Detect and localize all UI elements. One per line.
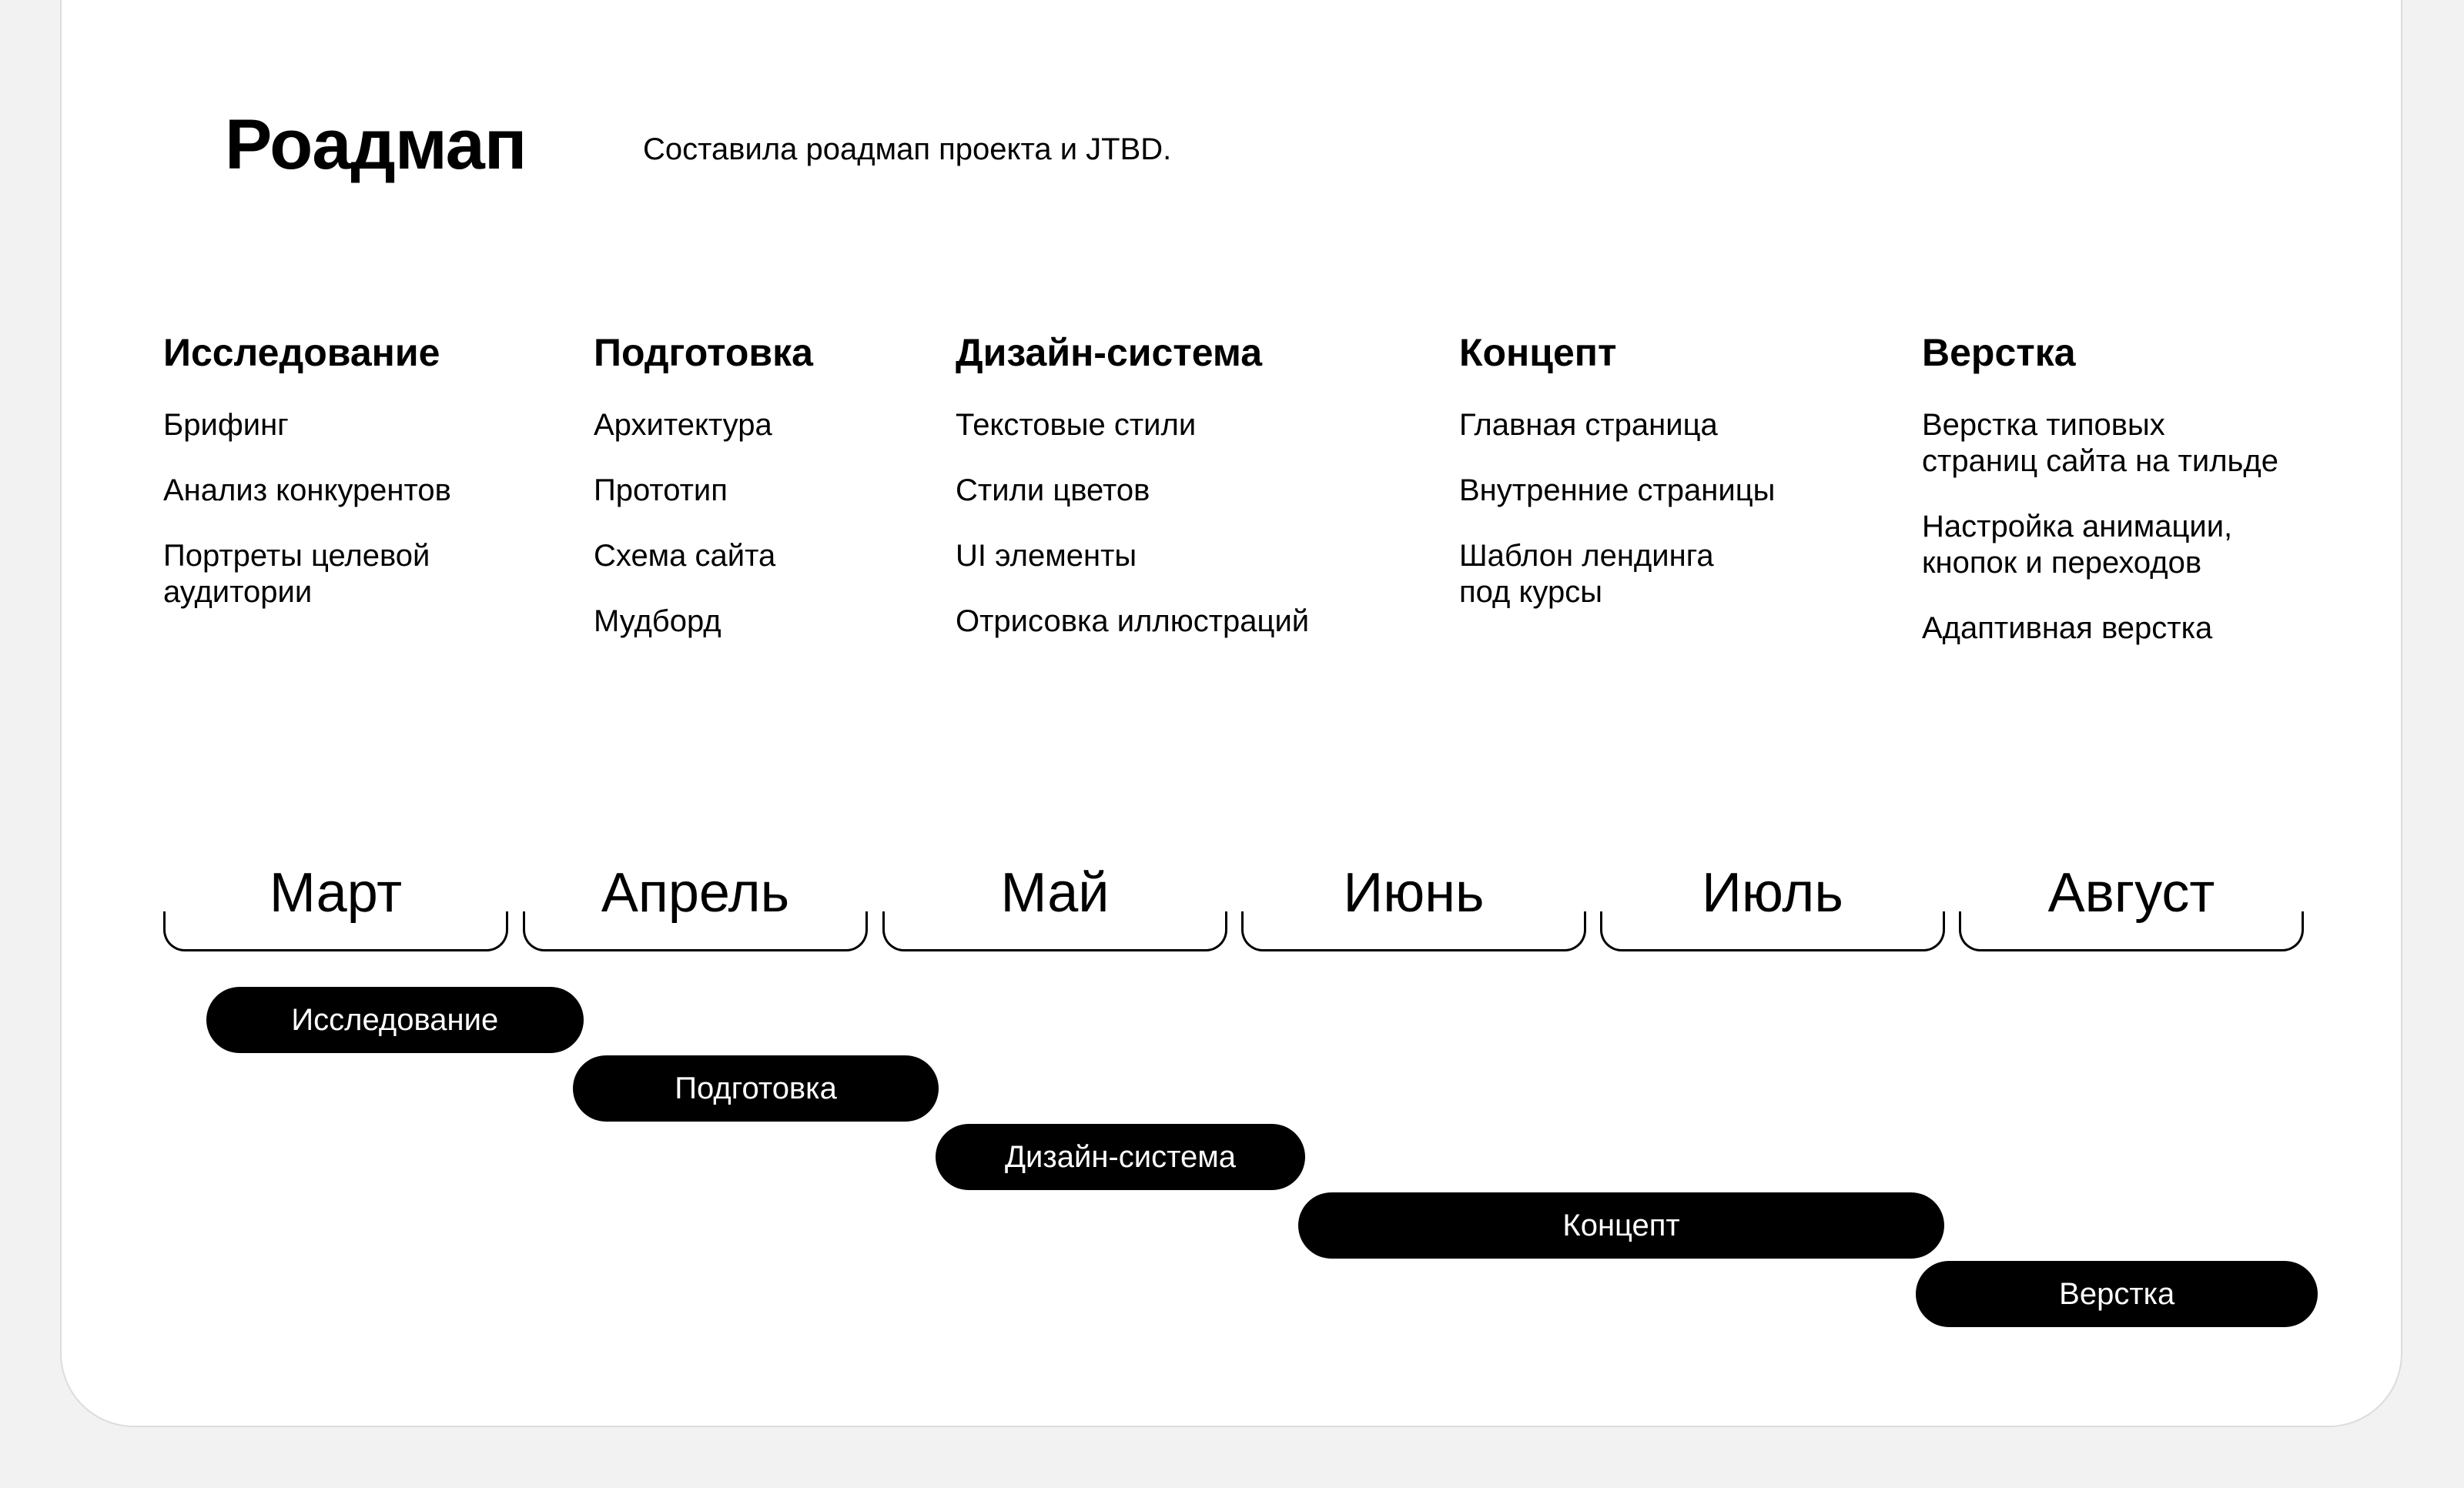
- phase-column-concept: [1459, 327, 1775, 640]
- phase-column-preparation: [594, 327, 813, 669]
- month-april: [523, 854, 868, 953]
- month-bracket: [523, 911, 868, 951]
- month-label: Март: [269, 862, 403, 924]
- phase-task: Брифинг: [163, 408, 289, 442]
- gantt-bar-design-system: Дизайн-система: [936, 1124, 1305, 1190]
- month-label: Июль: [1702, 862, 1843, 924]
- phase-title: Дизайн-система: [956, 331, 1263, 374]
- phase-column-research: [163, 327, 451, 640]
- phase-task: Стили цветов: [956, 473, 1150, 507]
- phase-column-layout: [1922, 327, 2278, 676]
- month-label: Апрель: [601, 862, 790, 924]
- phase-task: Внутренние страницы: [1459, 473, 1776, 507]
- phase-task: Отрисовка иллюстраций: [956, 604, 1310, 638]
- page-title: Роадмап: [225, 105, 527, 184]
- month-bracket: [1241, 911, 1586, 951]
- month-march: [163, 854, 508, 953]
- phase-title: Подготовка: [594, 331, 813, 374]
- month-label: Июнь: [1343, 862, 1485, 924]
- phase-task: UI элементы: [956, 539, 1137, 573]
- gantt-bar-preparation: Подготовка: [573, 1055, 939, 1122]
- phase-task: Портреты целевой аудитории: [163, 539, 430, 609]
- month-august: [1959, 854, 2304, 953]
- phase-task: Шаблон лендинга под курсы: [1459, 539, 1714, 609]
- phase-title: Концепт: [1459, 331, 1617, 374]
- phase-task: Главная страница: [1459, 408, 1718, 442]
- month-may: [882, 854, 1227, 953]
- phase-task: Текстовые стили: [956, 408, 1197, 442]
- phase-task: Архитектура: [594, 408, 772, 442]
- gantt-bar-research: Исследование: [206, 987, 584, 1053]
- phase-title: Верстка: [1922, 331, 2076, 374]
- month-label: Август: [2047, 862, 2215, 924]
- month-bracket: [163, 911, 508, 951]
- gantt-bar-layout: Верстка: [1916, 1261, 2318, 1327]
- month-bracket: [1600, 911, 1945, 951]
- phase-title: Исследование: [163, 331, 440, 374]
- phase-task: Верстка типовых страниц сайта на тильде: [1922, 408, 2278, 478]
- month-label: Май: [1000, 862, 1110, 924]
- phase-task: Мудборд: [594, 604, 721, 638]
- roadmap-card: [60, 0, 2402, 1427]
- month-bracket: [1959, 911, 2304, 951]
- phase-task: Адаптивная верстка: [1922, 611, 2213, 645]
- gantt-bar-concept: Концепт: [1298, 1192, 1945, 1259]
- phase-task: Настройка анимации, кнопок и переходов: [1922, 510, 2233, 580]
- phase-task: Анализ конкурентов: [163, 473, 451, 507]
- phase-task: Схема сайта: [594, 539, 776, 573]
- page-subtitle: Составила роадмап проекта и JTBD.: [643, 132, 1172, 166]
- phase-task: Прототип: [594, 473, 728, 507]
- month-june: [1241, 854, 1586, 953]
- month-july: [1600, 854, 1945, 953]
- month-bracket: [882, 911, 1227, 951]
- phase-column-design-system: [956, 327, 1309, 669]
